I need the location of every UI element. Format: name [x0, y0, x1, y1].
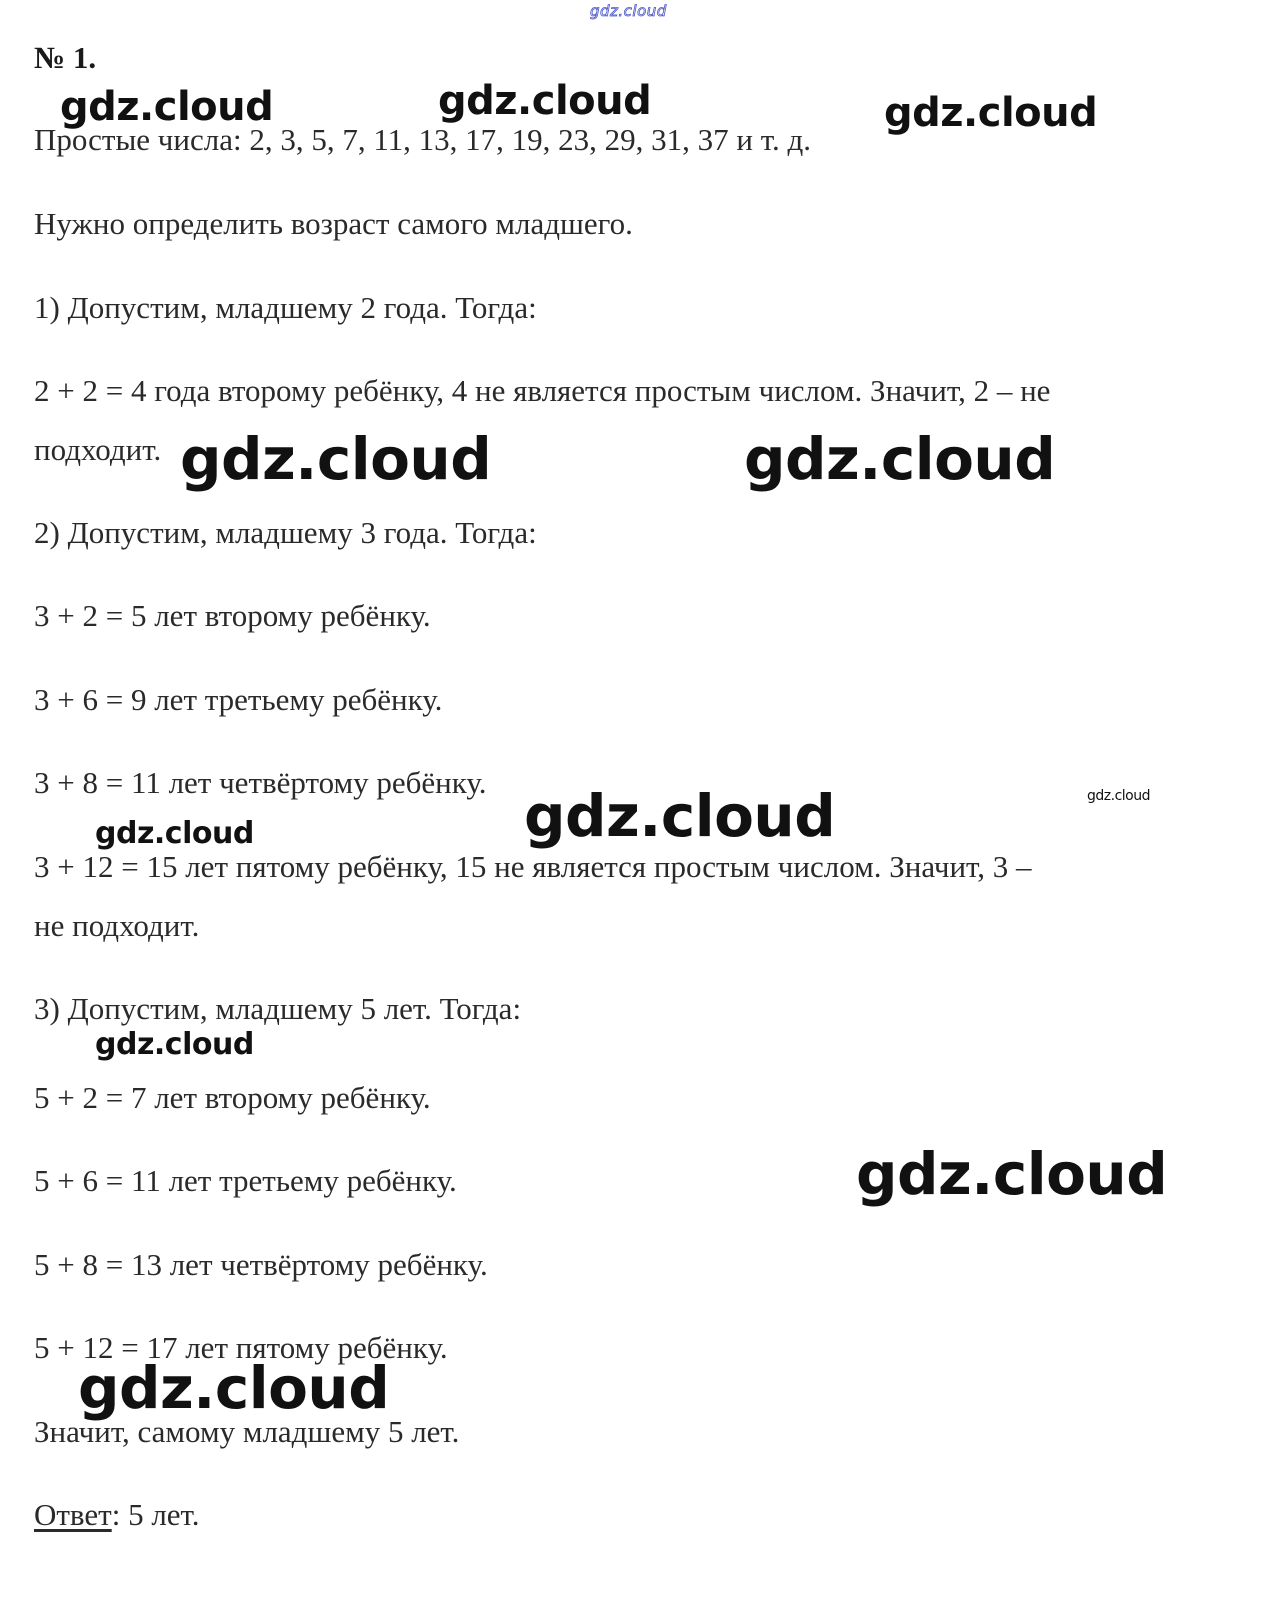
watermark: gdz.cloud: [95, 1027, 254, 1062]
answer-line: [34, 1497, 200, 1533]
case-3-calc-4: 5 + 12 = 17 лет пятому ребёнку.: [34, 1330, 448, 1365]
watermark: gdz.cloud: [884, 90, 1098, 136]
watermark: gdz.cloud: [744, 425, 1056, 493]
case-1-conclusion: подходит.: [34, 432, 162, 467]
case-3-heading: 3) Допустим, младшему 5 лет. Тогда:: [34, 991, 522, 1026]
header-watermark: gdz.cloud: [590, 2, 667, 20]
watermark: gdz.cloud: [438, 78, 652, 124]
final-conclusion: Значит, самому младшему 5 лет.: [34, 1414, 460, 1449]
case-2-heading: 2) Допустим, младшему 3 года. Тогда:: [34, 515, 537, 550]
watermark: gdz.cloud: [78, 1354, 390, 1422]
watermark: gdz.cloud: [524, 782, 836, 850]
task-number: № 1.: [34, 40, 97, 75]
case-2-calc-4: 3 + 12 = 15 лет пятому ребёнку, 15 не является простым числом. Значит, 3 –: [34, 849, 1032, 884]
case-1-heading: 1) Допустим, младшему 2 года. Тогда:: [34, 290, 537, 325]
watermark: gdz.cloud: [180, 425, 492, 493]
watermark: gdz.cloud: [95, 816, 254, 851]
answer-value: : 5 лет.: [111, 1497, 200, 1532]
case-2-conclusion: не подходит.: [34, 908, 200, 943]
case-3-calc-1: 5 + 2 = 7 лет второму ребёнку.: [34, 1080, 431, 1115]
primes-line: Простые числа: 2, 3, 5, 7, 11, 13, 17, 19, 23, 29, 31, 37 и т. д.: [34, 122, 812, 157]
case-3-calc-2: 5 + 6 = 11 лет третьему ребёнку.: [34, 1163, 457, 1198]
answer-label: Ответ: [34, 1497, 112, 1532]
case-3-calc-3: 5 + 8 = 13 лет четвёртому ребёнку.: [34, 1247, 488, 1282]
case-2-calc-3: 3 + 8 = 11 лет четвёртому ребёнку.: [34, 765, 487, 800]
watermark: gdz.cloud: [1087, 788, 1150, 804]
case-1-calc: 2 + 2 = 4 года второму ребёнку, 4 не является простым числом. Значит, 2 – не: [34, 373, 1051, 408]
watermark: gdz.cloud: [856, 1140, 1168, 1208]
task-statement: Нужно определить возраст самого младшего.: [34, 206, 633, 241]
case-2-calc-1: 3 + 2 = 5 лет второму ребёнку.: [34, 598, 431, 633]
case-2-calc-2: 3 + 6 = 9 лет третьему ребёнку.: [34, 682, 443, 717]
watermark: gdz.cloud: [60, 84, 274, 130]
